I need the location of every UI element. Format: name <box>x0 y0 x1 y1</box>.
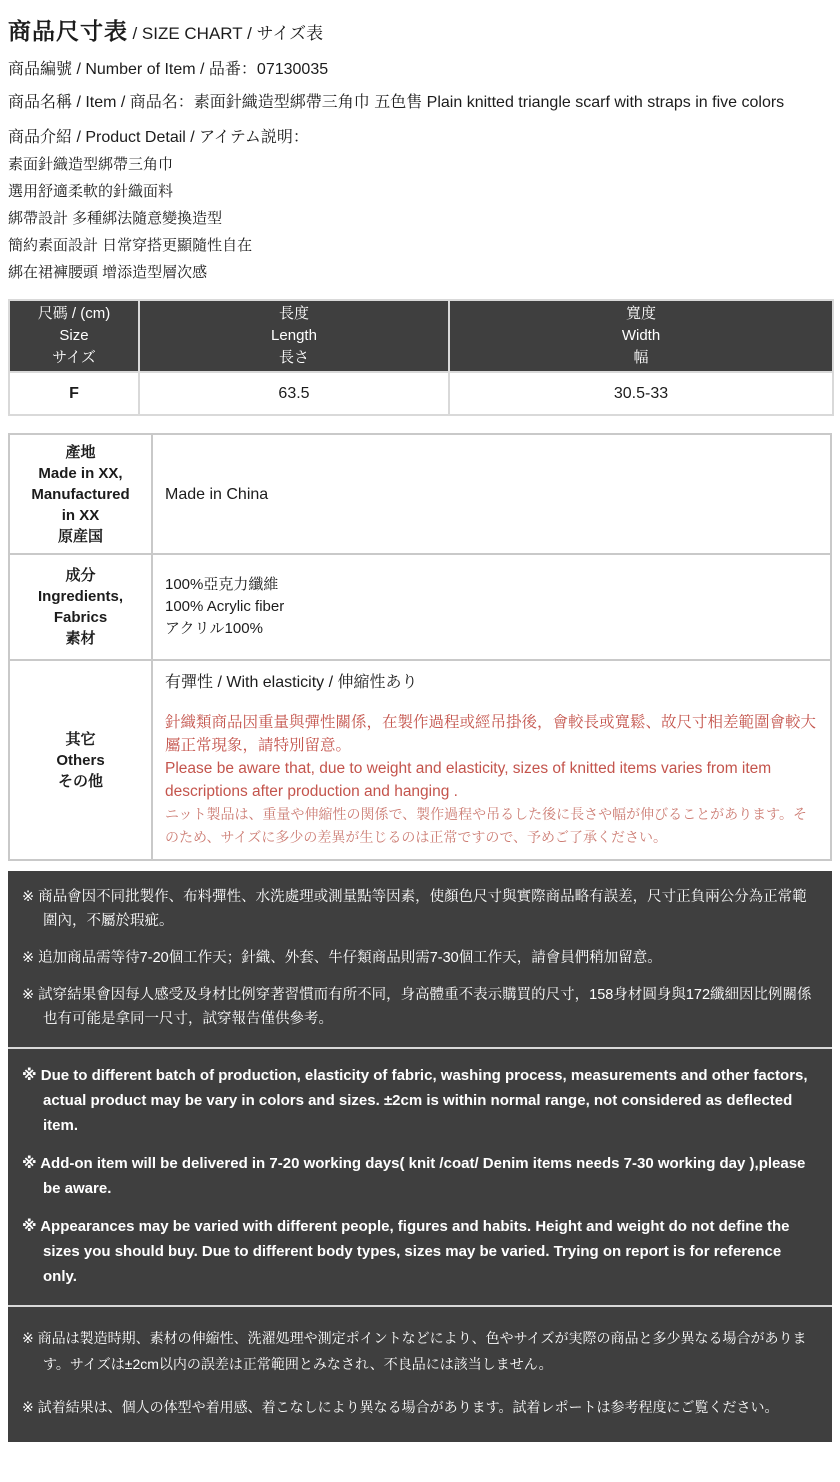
others-label <box>9 660 152 860</box>
product-detail-line: 簡約素面設計 日常穿搭更顯隨性自在 <box>8 237 253 254</box>
width-value: 30.5-33 <box>449 372 833 415</box>
ingredients-label-ja: 素材 <box>65 630 96 647</box>
page-title-latin: / SIZE CHART / サイズ表 <box>132 24 324 43</box>
header-size-ja: サイズ <box>52 349 96 366</box>
note-en: ※ Appearances may be varied with different people, figures and habits. Height and weight do not define the sizes you should buy. Due to different body types, sizes may be varied. Trying on report is for reference only. <box>22 1218 790 1285</box>
origin-label-ja: 原産国 <box>57 527 103 545</box>
others-row <box>9 660 831 860</box>
product-detail-line: 綁在裙褲腰頭 增添造型層次感 <box>8 264 208 281</box>
page-title-zh: 商品尺寸表 <box>8 18 128 44</box>
notes-section-ja <box>8 1305 832 1442</box>
product-detail-line: 綁帶設計 多種綁法隨意變換造型 <box>8 210 223 227</box>
elasticity-line: 有彈性 / With elasticity / 伸縮性あり <box>165 674 418 691</box>
note-zh: ※ 追加商品需等待7-20個工作天；針織、外套、牛仔類商品則需7-30個工作天，請會員們稍加留意。 <box>22 950 662 966</box>
ingredients-value-ja: アクリル100% <box>165 620 263 637</box>
others-value <box>152 660 831 860</box>
size-table <box>8 299 834 416</box>
size-table-header-length <box>139 300 449 372</box>
header-width-en: Width <box>621 327 661 344</box>
note-ja: ※ 商品は製造時期、素材の伸縮性、洗濯処理や測定ポイントなどにより、色やサイズが実際の商品と多少異なる場合があります。サイズは±2cm以内の誤差は正常範囲とみなされ、不良品には該当しません。 <box>22 1330 807 1372</box>
origin-label <box>9 434 152 554</box>
knit-warning-en: Please be aware that, due to weight and elasticity, sizes of knitted items varies from item descriptions after production and hanging . <box>165 760 772 800</box>
others-label-ja: その他 <box>57 772 103 790</box>
note-en: ※ Due to different batch of production, elasticity of fabric, washing process, measurements and other factors, actual product may be vary in colors and sizes. ±2cm is within normal range, not considered as deflected item. <box>22 1067 808 1134</box>
size-table-header-width <box>449 300 833 372</box>
header-width-zh: 寬度 <box>625 305 656 322</box>
header-size-en: Size <box>59 327 89 344</box>
notes-section-en <box>8 1047 832 1305</box>
note-en: ※ Add-on item will be delivered in 7-20 working days( knit /coat/ Denim items needs 7-30 working day ),please be aware. <box>22 1155 806 1197</box>
header-length-en: Length <box>271 327 317 344</box>
disclaimer-notes-panel <box>8 871 832 1442</box>
ingredients-label-en2: Fabrics <box>53 609 108 626</box>
size-value: F <box>9 372 139 415</box>
others-label-zh: 其它 <box>65 730 96 748</box>
origin-value: Made in China <box>152 434 831 554</box>
item-number-line: 商品編號 / Number of Item / 品番：07130035 <box>8 61 329 78</box>
knit-warning-zh: 針織類商品因重量與彈性關係，在製作過程或經吊掛後，會較長或寬鬆、故尺寸相差範圍會較大屬正常現象，請特別留意。 <box>165 714 817 754</box>
header-length-ja: 長さ <box>278 349 309 366</box>
header-size-zh: 尺碼 / (cm) <box>37 305 111 322</box>
item-name-line: 商品名稱 / Item / 商品名：素面針織造型綁帶三角巾 五色售 Plain knitted triangle scarf with straps in five colors <box>8 94 785 111</box>
ingredients-value-zh: 100%亞克力纖維 <box>165 576 279 593</box>
origin-label-en3: in XX <box>61 506 100 524</box>
ingredients-row <box>9 554 831 660</box>
ingredients-label-en1: Ingredients, <box>37 588 123 605</box>
header-width-ja: 幅 <box>633 349 649 366</box>
product-detail-heading: 商品介紹 / Product Detail / アイテム説明： <box>8 129 309 146</box>
origin-row <box>9 434 831 554</box>
size-table-header-row <box>9 300 833 372</box>
product-detail-line: 素面針織造型綁帶三角巾 <box>8 156 174 173</box>
notes-section-zh <box>8 871 832 1047</box>
note-zh: ※ 商品會因不同批製作、布料彈性、水洗處理或測量點等因素，使顏色尺寸與實際商品略有誤差，尺寸正負兩公分為正常範 圍內，不屬於瑕疵。 <box>22 889 807 929</box>
note-zh: ※ 試穿結果會因每人感受及身材比例穿著習慣而有所不同，身高體重不表示購買的尺寸，158身材圓身與172纖細因比例關係也有可能是拿同一尺寸，試穿報告僅供參考。 <box>22 987 812 1027</box>
header-length-zh: 長度 <box>278 305 309 322</box>
knit-warning-ja: ニット製品は、重量や伸縮性の関係で、製作過程や吊るした後に長さや幅が伸びることがあります。そのため、サイズに多少の差異が生じるのは正常ですので、予めご了承ください。 <box>165 806 808 845</box>
origin-label-en2: Manufactured <box>31 485 130 503</box>
origin-label-en1: Made in XX, <box>38 464 123 482</box>
others-label-en: Others <box>56 751 105 769</box>
length-value: 63.5 <box>139 372 449 415</box>
size-table-row <box>9 372 833 415</box>
origin-label-zh: 產地 <box>65 443 96 461</box>
page-title <box>8 16 832 50</box>
product-detail-line: 選用舒適柔軟的針織面料 <box>8 183 174 200</box>
ingredients-value-en: 100% Acrylic fiber <box>165 598 285 615</box>
note-ja: ※ 試着結果は、個人の体型や着用感、着こなしにより異なる場合があります。試着レポートは参考程度にご覧ください。 <box>22 1399 779 1415</box>
ingredients-label <box>9 554 152 660</box>
product-info-table <box>8 433 832 861</box>
ingredients-label-zh: 成分 <box>65 567 96 584</box>
size-table-header-size <box>9 300 139 372</box>
ingredients-value <box>152 554 831 660</box>
